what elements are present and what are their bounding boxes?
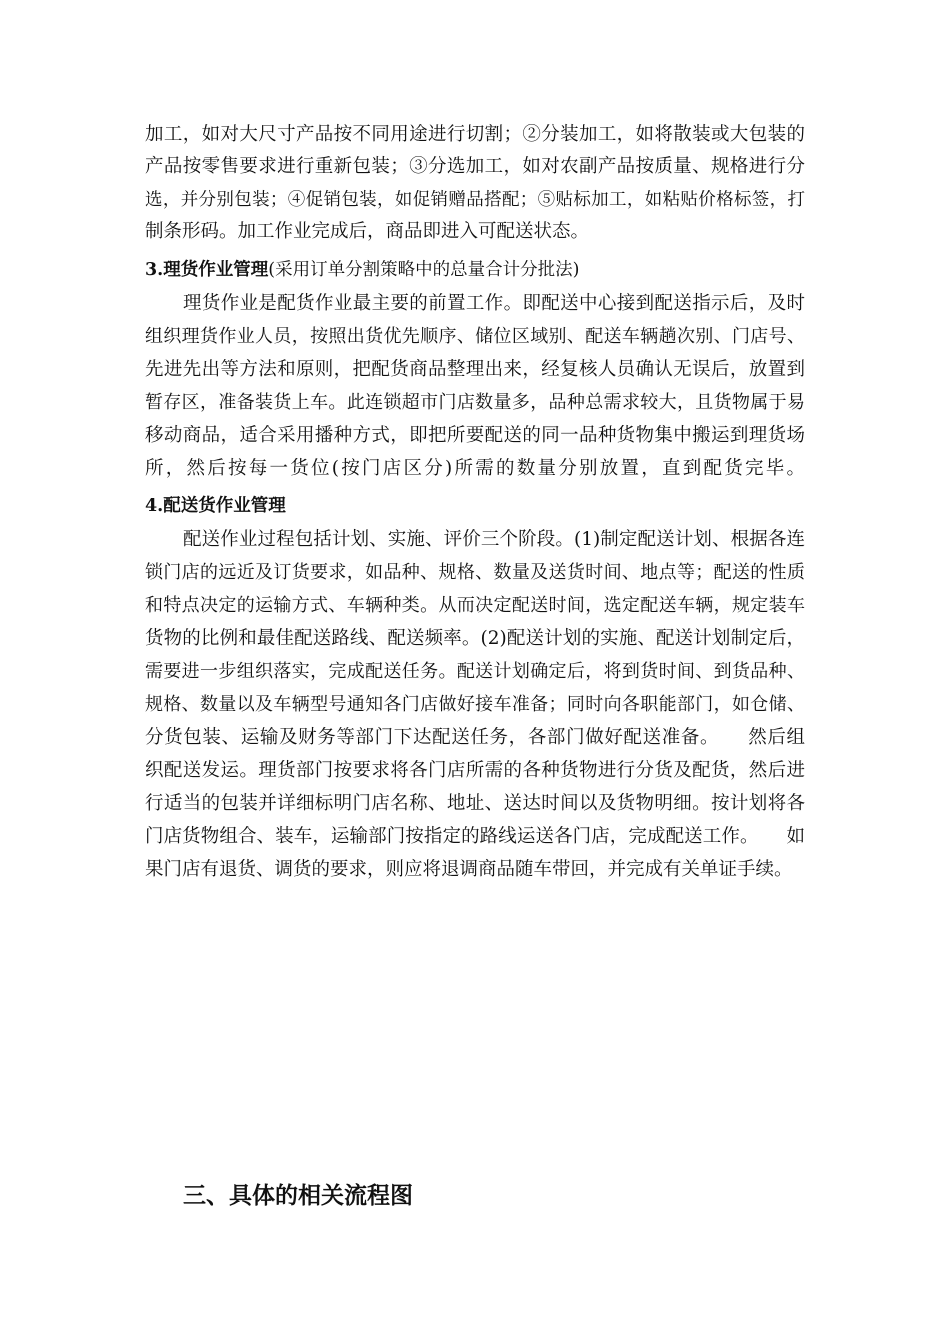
tally-line-6: 所，然后按每一货位(按门店区分)所需的数量分别放置，直到配货完毕。	[145, 458, 805, 479]
delivery-line-6: 规格、数量以及车辆型号通知各门店做好接车准备；同时向各职能部门，如仓储、	[145, 694, 805, 715]
delivery-line-3: 和特点决定的运输方式、车辆种类。从而决定配送时间，选定配送车辆，规定装车	[145, 595, 805, 616]
tally-line-2: 组织理货作业人员，按照出货优先顺序、储位区域别、配送车辆趟次别、门店号、	[145, 326, 805, 347]
tally-line-4: 暂存区，准备装货上车。此连锁超市门店数量多，品种总需求较大，且货物属于易	[145, 392, 805, 413]
tally-line-3: 先进先出等方法和原则，把配货商品整理出来，经复核人员确认无误后，放置到	[145, 359, 805, 380]
section-title-flowcharts: 三、具体的相关流程图	[183, 1183, 413, 1209]
processing-line-2: 产品按零售要求进行重新包装；③分选加工，如对农副产品按质量、规格进行分	[145, 156, 805, 177]
delivery-line-5: 需要进一步组织落实，完成配送任务。配送计划确定后，将到货时间、到货品种、	[145, 661, 805, 682]
delivery-line-9: 行适当的包装并详细标明门店名称、地址、送达时间以及货物明细。按计划将各	[145, 793, 805, 814]
heading-delivery-management	[145, 494, 286, 518]
heading-tally-title: 3.理货作业管理	[145, 260, 269, 280]
processing-line-4: 制条形码。加工作业完成后，商品即进入可配送状态。	[145, 221, 590, 242]
processing-line-3: 选，并分别包装；④促销包装，如促销赠品搭配；⑤贴标加工，如粘贴价格标签，打	[145, 190, 805, 210]
delivery-line-11: 果门店有退货、调货的要求，则应将退调商品随车带回，并完成有关单证手续。	[145, 859, 793, 880]
heading-tally-note: (采用订单分割策略中的总量合计分批法)	[268, 260, 580, 280]
delivery-line-4: 货物的比例和最佳配送路线、配送频率。(2)配送计划的实施、配送计划制定后，	[145, 628, 805, 649]
delivery-line-7: 分货包装、运输及财务等部门下达配送任务，各部门做好配送准备。 然后组	[145, 727, 805, 748]
delivery-line-10: 门店货物组合、装车，运输部门按指定的路线运送各门店，完成配送工作。 如	[145, 826, 805, 847]
heading-tally-management	[145, 258, 579, 282]
delivery-line-2: 锁门店的远近及订货要求，如品种、规格、数量及送货时间、地点等；配送的性质	[145, 562, 805, 583]
heading-delivery-title: 4.配送货作业管理	[145, 496, 286, 516]
delivery-line-8: 织配送发运。理货部门按要求将各门店所需的各种货物进行分货及配货，然后进	[145, 760, 805, 781]
delivery-line-1: 配送作业过程包括计划、实施、评价三个阶段。(1)制定配送计划、根据各连	[183, 529, 805, 550]
tally-line-1: 理货作业是配货作业最主要的前置工作。即配送中心接到配送指示后，及时	[183, 293, 805, 314]
tally-line-5: 移动商品，适合采用播种方式，即把所要配送的同一品种货物集中搬运到理货场	[145, 425, 805, 446]
processing-line-1: 加工，如对大尺寸产品按不同用途进行切割；②分装加工，如将散装或大包装的	[145, 124, 805, 145]
